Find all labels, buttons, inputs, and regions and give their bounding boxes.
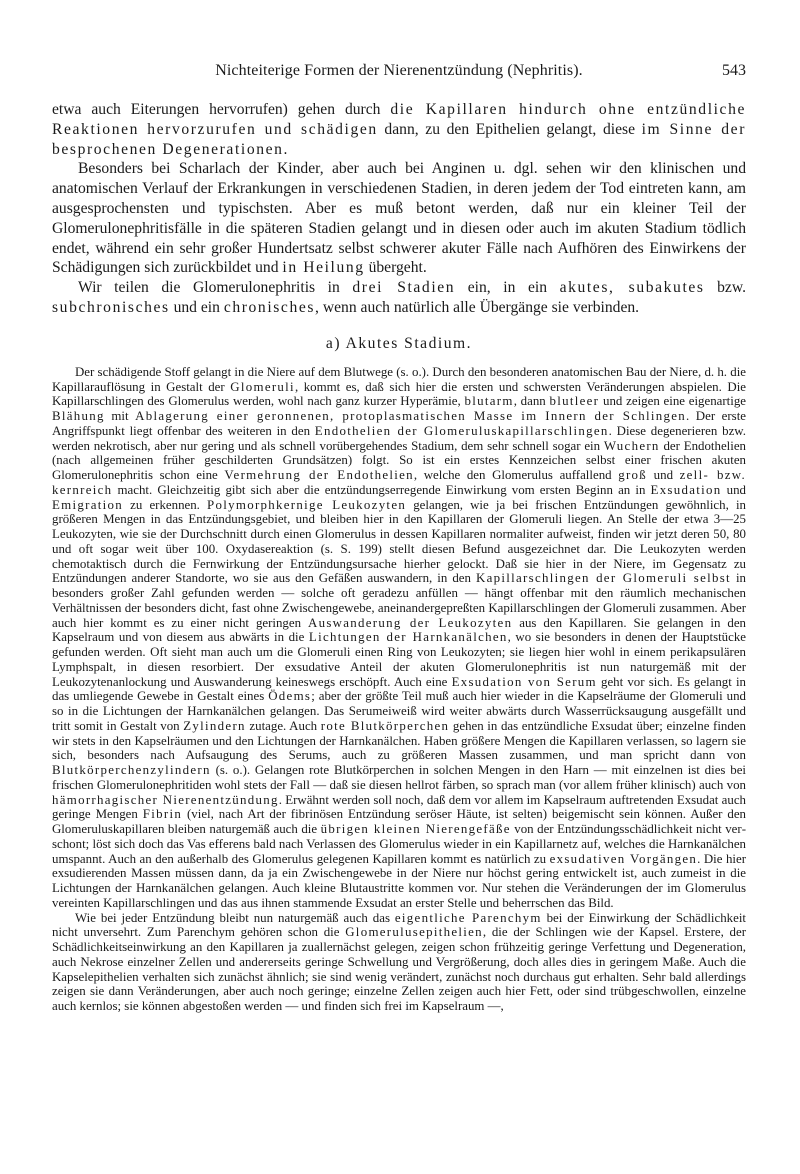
- page-header: [52, 62, 746, 86]
- page-number: 543: [722, 62, 746, 79]
- paragraph: etwa auch Eiterungen hervorrufen) gehen durch die Kapillaren hindurch ohne entzündliche Reaktionen hervorzurufen und schädigen dann, zu den Epithelien gelangt, diese im Sinne der besprochenen Degenerationen.: [52, 101, 746, 158]
- running-title: Nichteiterige Formen der Nierenentzündung (Nephritis).: [215, 62, 583, 79]
- paragraph: Wir teilen die Glomerulonephritis in drei Stadien ein, in ein akutes, subakutes bzw. subchronisches und ein chronisches, wenn auch natürlich alle Übergänge sie verbinden.: [52, 279, 746, 316]
- spaced-emphasis: im Sinne der besprochenen Degenerationen.: [52, 120, 746, 158]
- spaced-emphasis: chronisches: [223, 298, 316, 316]
- intro-text: [52, 100, 746, 318]
- paragraph: Der schädigende Stoff gelangt in die Niere auf dem Blutwege (s. o.). Durch den besonderen anatomischen Bau der Niere, d. h. die Kapillarauflösung in Gestalt der Glomeruli, kommt es, daß sich hier die ersten und schwersten Veränderungen abspielen. Die Kapillarschlingen des Glomerulus werden, wohl nach ganz kurzer Hyperämie, blutarm, dann blutleer und zeigen eine eigenartige Blähung mit Ablagerung einer geronnenen, protoplasmatischen Masse im Innern der Schlingen. Der erste Angriffspunkt liegt offenbar des weiteren in den Endothelien der Glomeruluskapillarschlingen. Diese degenerieren bzw. werden nekrotisch, aber nur gering und als schnell vorübergehendes Stadium, dem sehr schnell sogar ein Wuchern der Endothelien (nach allgemeinen früher geschilderten Grundsätzen) folgt. So ist ein erstes Kennzeichen selbst einer frischen akuten Glomerulonephritis schon eine Vermehrung der Endothelien, welche den Glomerulus auffallend groß und zell- bzw. kernreich macht. Gleichzeitig gibt sich aber die entzündungserregende Einwirkung vom ersten Beginn an in Exsudation und Emigration zu erkennen. Polymorphkernige Leukozyten gelangen, wie ja bei frischen Entzündungen gewöhnlich, in größeren Mengen in das Entzündungsgebiet, und bleiben hier in den Kapillaren der Glomeruli liegen. An Stelle der etwa 3—25 Leukozyten, wie sie der Durchschnitt durch einen Glomerulus in dessen Kapillaren normaliter aufweist, finden wir jetzt deren 50, 80 und oft sogar weit über 100. Oxydasereaktion (s. S. 199) stellt diesen Befund ausgezeichnet dar. Die Leukozyten werden chemotaktisch durch die Fernwirkung der Entzündungsursache hierher gelockt. Daß sie hier in der Niere, im Gegensatz zu Entzündungen anderer Standorte, wo sie aus den Gefäßen auswandern, in den Kapillarschlingen der Glomeruli selbst in besonders großer Zahl gefunden werden — solche oft geradezu anfüllen — hängt offenbar mit den räumlich mechanischen Verhältnissen der besonders dicht, fast ohne Zwischengewebe, aneinandergepreßten Kapillarschlingen der Glomeruli zusammen. Aber auch hier kommt es zu einer nicht geringen Auswanderung der Leukozyten aus den Kapillaren. Sie gelangen in den Kapselraum und von diesem aus abwärts in die Lichtungen der Harnkanälchen, wo sie besonders in denen der Hauptstücke gefunden werden. Oft sieht man auch um die Glomeruli einen Ring von Leukozyten; sie liegen hier wohl in einem perikapsulären Lymphspalt, in diesen resorbiert. Der exsudative Anteil der akuten Glomerulonephritis ist nun naturgemäß mit der Leukozytenanlockung und Auswanderung keineswegs erschöpft. Auch eine Exsudation von Serum geht vor sich. Es gelangt in das umliegende Gewebe in Gestalt eines Ödems; aber der größte Teil muß auch hier wieder in die Kapselräume der Glomeruli und so in die Lichtungen der Harnkanälchen gelangen. Das Serumeiweiß wird weiter abwärts durch Wasserrücksaugung ausgefällt und tritt somit in Gestalt von Zylindern zutage. Auch rote Blutkörperchen gehen in das entzündliche Exsudat über; einzelne finden wir stets in den Kapselräumen und den Lichtungen der Harnkanälchen. Haben größere Mengen die Kapillaren verlassen, so lagern sie sich, besonders nach Aufsaugung des Serums, auch zu größeren Massen zusammen, und man spricht dann von Blutkörperchenzylindern (s. o.). Gelangen rote Blutkörperchen in solchen Mengen in den Harn — mit einzelnen ist dies bei frischen Glomerulonephritiden wohl stets der Fall — daß sie diesen hellrot färben, so sprach man (vor allem früher klinisch) auch von hämorrhagischer Nierenentzündung. Erwähnt werden soll noch, daß dem vor allem im Kapselraum auftretenden Exsudat auch geringe Mengen Fibrin (viel, nach Art der fibrinösen Entzündung seröser Häute, ist selten) beigemischt sein können. Außer den Glomeruluskapillaren bleiben naturgemäß auch die übrigen kleinen Nierengefäße von der Entzündungsschädlichkeit nicht verschont; löst sich doch das Vas efferens bald nach Verlassen des Glomerulus wieder in ein Kapillarnetz auf, welches die Harnkanälchen umspannt. Auch an den außerhalb des Glomerulus gelegenen Kapillaren kommt es natürlich zu exsudativen Vorgängen. Die hier exsudierenden Massen müssen dann, da ja ein Zwischengewebe in der Niere nur höchst gering entwickelt ist, auch zumeist in die Lichtungen der Harnkanälchen gelangen. Auch kleine Blutaustritte kommen vor. Nur stehen die Veränderungen der im Glomerulus vereinten Kapillarschlingen und das aus ihnen stammende Exsudat an erster Stelle und beherrschen das Bild.: [52, 364, 747, 910]
- spaced-emphasis: subchronisches: [52, 298, 170, 316]
- spaced-emphasis: drei Stadien: [352, 279, 456, 297]
- spaced-emphasis: akutes, subakutes: [559, 279, 705, 297]
- section-text: [52, 365, 746, 1014]
- section-heading: [52, 335, 746, 353]
- spaced-emphasis: die Kapillaren hindurch ohne entzündliche Reaktionen hervorzurufen und schädigen: [52, 101, 746, 138]
- section-title: Akutes Stadium.: [345, 334, 473, 352]
- paragraph: Wie bei jeder Entzündung bleibt nun naturgemäß auch das eigentliche Parenchym bei der Einwirkung der Schädlichkeit nicht unversehrt. Zum Parenchym gehören schon die Glomerulusepithelien, die der Schlingen wie der Kapsel. Erstere, der Schädlichkeitseinwirkung an den Kapillaren ja zuallernächst gelegen, zeigen schon frühzeitig geringe Verfettung und Degeneration, auch Nekrose einzelner Zellen und andererseits geringe Schwellung und Vergrößerung, doch alles dies in geringem Maße. Auch die Kapselepithelien verhalten sich zunächst ähnlich; sie sind wenig verändert, zunächst noch durchaus gut erhalten. Sehr bald allerdings zeigen sie dann Veränderungen, aber auch noch geringe; einzelne Zellen zeigen auch hier Fett, oder sind trübgeschwollen, einzelne auch kernlos; sie können abgestoßen werden — und finden sich frei im Kapselraum —,: [52, 910, 747, 1014]
- page-body: [52, 100, 746, 1014]
- paragraph: Besonders bei Scharlach der Kinder, aber auch bei Anginen u. dgl. sehen wir den klinischen und anatomischen Verlauf der Erkrankungen in verschiedenen Stadien, in deren jedem der Tod eintreten kann, am ausgesprochensten und typischsten. Aber es muß betont werden, daß nur ein kleiner Teil der Glomerulonephritisfälle in die späteren Stadien gelangt und in diesen oder auch im akuten Stadium tödlich endet, während ein sehr großer Hundertsatz selbst schwerer akuter Fälle nach Aufhören des Einwirkens der Schädigungen sich zurückbildet und in Heilung übergeht.: [52, 160, 746, 277]
- section-label: a): [325, 334, 342, 352]
- spaced-emphasis: in Heilung: [282, 259, 365, 277]
